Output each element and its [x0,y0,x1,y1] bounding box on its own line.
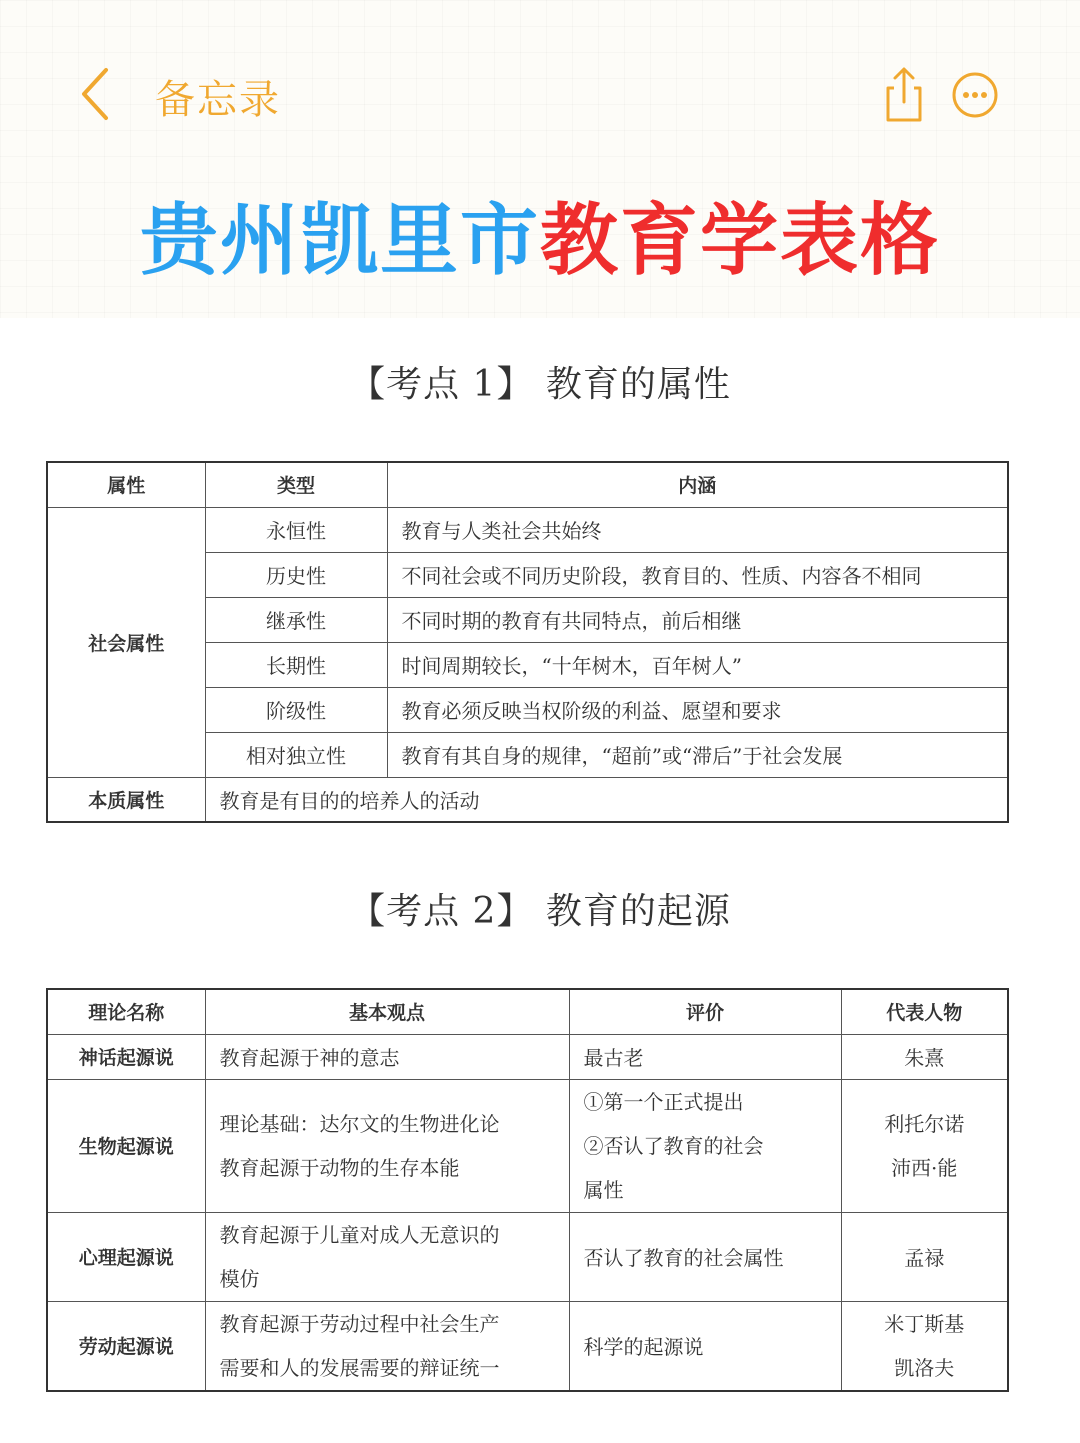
table-row [47,1034,1008,1079]
table-row [47,1079,1008,1212]
view-cell [205,1212,569,1301]
eval-cell [569,1079,841,1212]
header-people: 代表人物 [841,989,1008,1034]
table-header-row [47,462,1008,507]
header-view: 基本观点 [205,989,569,1034]
view-line: 理论基础：达尔文的生物进化论 [219,1111,500,1136]
meaning-cell: 时间周期较长，“十年树木，百年树人” [387,642,1008,687]
meaning-cell: 教育有其自身的规律，“超前”或“滞后”于社会发展 [387,732,1008,777]
meaning-cell: 教育必须反映当权阶级的利益、愿望和要求 [387,687,1008,732]
section2-title: 【考点 2】 教育的起源 [349,891,731,932]
people-cell: 朱熹 [841,1034,1008,1079]
eval-cell: 最古老 [569,1034,841,1079]
table-row [47,1301,1008,1391]
table-row [47,507,1008,552]
type-cell: 相对独立性 [205,732,387,777]
theory-name-cell: 劳动起源说 [47,1301,205,1391]
headline-red: 教育学表格 [540,196,941,286]
eval-line: 属性 [583,1177,624,1202]
person-line: 凯洛夫 [894,1355,955,1380]
view-line: 教育起源于劳动过程中社会生产 [219,1311,500,1336]
type-cell: 阶级性 [205,687,387,732]
origin-table [46,988,1009,1392]
meaning-cell: 不同时期的教育有共同特点，前后相继 [387,597,1008,642]
table-row [47,777,1008,822]
person-line: 利托尔诺 [884,1111,965,1136]
view-line: 需要和人的发展需要的辩证统一 [219,1355,500,1380]
table-row [47,1212,1008,1301]
person-line: 沛西·能 [891,1155,958,1180]
type-cell: 历史性 [205,552,387,597]
header-type: 类型 [205,462,387,507]
type-cell: 长期性 [205,642,387,687]
share-icon[interactable] [880,64,928,124]
people-cell [841,1079,1008,1212]
view-line: 教育起源于动物的生存本能 [219,1155,460,1180]
view-line: 教育起源于儿童对成人无意识的 [219,1222,500,1247]
header-meaning: 内涵 [387,462,1008,507]
essence-attribute-cell: 本质属性 [47,777,205,822]
type-cell: 永恒性 [205,507,387,552]
back-chevron-icon[interactable] [72,62,122,126]
meaning-cell: 不同社会或不同历史阶段，教育目的、性质、内容各不相同 [387,552,1008,597]
view-cell: 教育起源于神的意志 [205,1034,569,1079]
essence-meaning-cell: 教育是有目的的培养人的活动 [205,777,1008,822]
table-header-row [47,989,1008,1034]
eval-cell: 科学的起源说 [569,1301,841,1391]
people-cell [841,1301,1008,1391]
social-attribute-cell: 社会属性 [47,507,205,777]
more-options-icon[interactable] [950,70,1000,120]
section1-title: 【考点 1】 教育的属性 [349,364,731,405]
theory-name-cell: 神话起源说 [47,1034,205,1079]
people-cell: 孟禄 [841,1212,1008,1301]
view-cell [205,1079,569,1212]
eval-cell: 否认了教育的社会属性 [569,1212,841,1301]
page-headline [0,178,1080,290]
eval-line: ①第一个正式提出 [583,1089,744,1114]
theory-name-cell: 心理起源说 [47,1212,205,1301]
eval-line: ②否认了教育的社会 [583,1133,764,1158]
header-theory: 理论名称 [47,989,205,1034]
header-attribute: 属性 [47,462,205,507]
back-label[interactable]: 备忘录 [155,77,281,123]
meaning-cell: 教育与人类社会共始终 [387,507,1008,552]
view-cell [205,1301,569,1391]
nav-bar [0,0,1080,190]
view-line: 模仿 [219,1266,260,1291]
attributes-table [46,461,1009,823]
header-eval: 评价 [569,989,841,1034]
headline-blue: 贵州凯里市 [139,196,540,286]
theory-name-cell: 生物起源说 [47,1079,205,1212]
type-cell: 继承性 [205,597,387,642]
person-line: 米丁斯基 [884,1311,965,1336]
